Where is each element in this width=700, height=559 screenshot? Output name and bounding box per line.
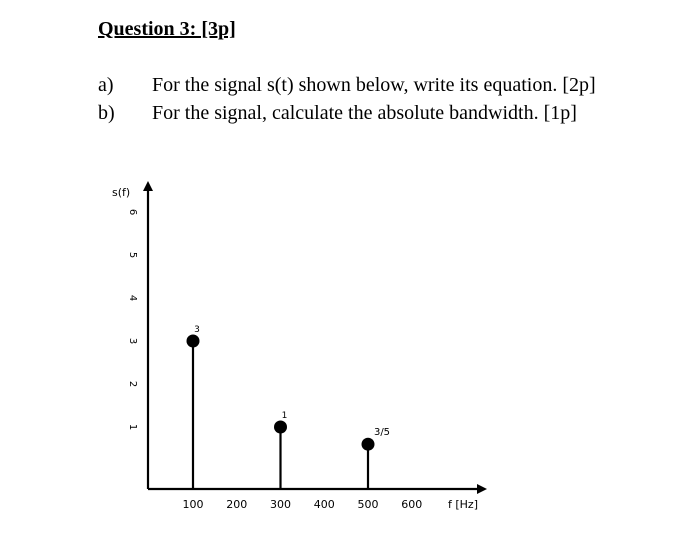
stem-value-label: 3/5 xyxy=(373,427,391,439)
stem-marker xyxy=(362,438,375,451)
x-tick-label: 400 xyxy=(313,498,335,511)
stem-marker xyxy=(274,421,287,434)
stem-marker xyxy=(187,335,200,348)
y-tick-label: 3 xyxy=(127,337,138,345)
x-tick-label: 200 xyxy=(226,498,248,511)
x-axis-label: f [Hz] xyxy=(448,498,478,511)
y-axis-label: s(f) xyxy=(112,186,131,199)
y-tick-label: 1 xyxy=(127,423,138,431)
part-b-label: b) xyxy=(98,102,115,124)
x-tick-label: 600 xyxy=(401,498,423,511)
stem-value-label: 1 xyxy=(281,411,288,421)
part-a-text: For the signal s(t) shown below, write its equation. [2p] xyxy=(152,74,596,96)
x-tick-label: 300 xyxy=(270,498,291,511)
part-b-text: For the signal, calculate the absolute bandwidth. [1p] xyxy=(152,102,577,124)
y-tick-label: 5 xyxy=(127,251,138,259)
question-title: Question 3: [3p] xyxy=(98,18,236,40)
x-tick-label: 100 xyxy=(182,498,204,511)
y-tick-label: 6 xyxy=(127,208,138,216)
stem-value-label: 3 xyxy=(194,325,200,335)
y-tick-label: 2 xyxy=(127,380,138,388)
x-tick-label: 500 xyxy=(357,498,379,511)
part-a-label: a) xyxy=(98,74,114,96)
y-tick-label: 4 xyxy=(127,294,138,302)
